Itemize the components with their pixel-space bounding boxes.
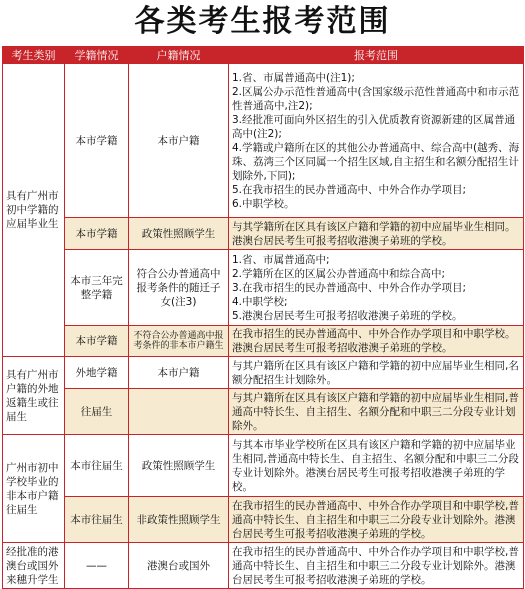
table-row bbox=[3, 357, 524, 389]
scope-cell bbox=[229, 64, 524, 218]
huji-cell: 本市户籍 bbox=[129, 357, 229, 389]
table-row bbox=[3, 435, 524, 497]
huji-cell: 政策性照顾学生 bbox=[129, 218, 229, 250]
scope-line: 3.在我市招生的民办普通高中、中外合作办学项目; bbox=[232, 281, 467, 294]
scope-line: 2.学籍所在区的区属公办普通高中和综合高中; bbox=[232, 267, 446, 280]
scope-cell: 与其本市毕业学校所在区具有该区户籍和学籍的初中应届毕业生相同,普通高中特长生、自主招生、名额分配和中职三二分段专业计划除外。港澳台居民考生可报考招收港澳子弟班的学校。 bbox=[229, 435, 524, 497]
group-label: 具有广州市初中学籍的应届毕业生 bbox=[3, 64, 65, 357]
group-label: 经批准的港澳台或国外来穗升学生 bbox=[3, 543, 65, 589]
xueji-cell: 本市学籍 bbox=[65, 326, 129, 357]
page-title: 各类考生报考范围 bbox=[134, 4, 391, 39]
table-row bbox=[3, 250, 524, 326]
huji-cell: 符合公办普通高中报考条件的随迁子女(注3) bbox=[129, 250, 229, 326]
scope-line: 3.经批准可面向外区招生的引入优质教育资源新建的区属普通高中(注2); bbox=[232, 113, 516, 140]
huji-cell: 不符合公办普通高中报考条件的非本市户籍生 bbox=[129, 326, 229, 357]
table-row bbox=[3, 389, 524, 435]
huji-cell: 政策性照顾学生 bbox=[129, 435, 229, 497]
scope-line: 5.港澳台居民考生可报考招收港澳子弟班的学校。 bbox=[232, 309, 463, 322]
huji-cell: 非政策性照顾学生 bbox=[129, 497, 229, 543]
huji-cell: 港澳台或国外 bbox=[129, 543, 229, 589]
scope-line: 4.学籍或户籍所在区的其他公办普通高中、综合高中(越秀、海珠、荔湾三个区同属一个招生区域,自主招生和名额分配招生计划除外,下同); bbox=[232, 141, 520, 182]
group-label: 具有广州市户籍的外地返籍生或往届生 bbox=[3, 357, 65, 435]
xueji-cell: 本市学籍 bbox=[65, 218, 129, 250]
scope-line: 5.在我市招生的民办普通高中、中外合作办学项目; bbox=[232, 183, 467, 196]
group-label: 广州市初中学校毕业的非本市户籍往届生 bbox=[3, 435, 65, 543]
header-category: 考生类别 bbox=[3, 47, 65, 64]
scope-cell: 在我市招生的民办普通高中、中外合作办学项目和中职学校,普通高中特长生、自主招生和中职三二分段专业计划除外。港澳台居民考生可报考招收港澳子弟班的学校。 bbox=[229, 543, 524, 589]
xueji-cell: 本市往届生 bbox=[65, 497, 129, 543]
table-header bbox=[3, 47, 524, 64]
scope-cell: 与其户籍所在区具有该区户籍和学籍的初中应届毕业生相同,名额分配招生计划除外。 bbox=[229, 357, 524, 389]
table-row bbox=[3, 543, 524, 589]
xueji-cell: 本市往届生 bbox=[65, 435, 129, 497]
scope-line: 1.省、市属普通高中(注1); bbox=[232, 71, 355, 84]
scope-cell: 在我市招生的民办普通高中、中外合作办学项目和中职学校。港澳台居民考生可报考招收港澳子弟班的学校。 bbox=[229, 326, 524, 357]
header-scope: 报考范围 bbox=[229, 47, 524, 64]
table-row bbox=[3, 218, 524, 250]
scope-cell: 与其户籍所在区具有该区户籍和学籍的初中应届毕业生相同,普通高中特长生、自主招生、名额分配和中职三二分段专业计划除外。 bbox=[229, 389, 524, 435]
scope-cell bbox=[229, 250, 524, 326]
xueji-cell: 外地学籍 bbox=[65, 357, 129, 389]
scope-line: 6.中职学校。 bbox=[232, 197, 295, 210]
table-row bbox=[3, 64, 524, 218]
header-xueji: 学籍情况 bbox=[65, 47, 129, 64]
scope-line: 1.省、市属普通高中; bbox=[232, 253, 330, 266]
scope-cell: 与其学籍所在区具有该区户籍和学籍的初中应届毕业生相同。港澳台居民考生可报考招收港澳子弟班的学校。 bbox=[229, 218, 524, 250]
huji-cell bbox=[129, 389, 229, 435]
table-row bbox=[3, 497, 524, 543]
scope-line: 2.区属公办示范性普通高中(含国家级示范性普通高中和市示范性普通高中,注2); bbox=[232, 85, 520, 112]
xueji-cell: 往届生 bbox=[65, 389, 129, 435]
scope-line: 4.中职学校; bbox=[232, 295, 288, 308]
scope-cell: 在我市招生的民办普通高中、中外合作办学项目和中职学校,普通高中特长生、自主招生和中职三二分段专业计划除外。港澳台居民考生可报考招收港澳子弟班的学校。 bbox=[229, 497, 524, 543]
header-huji: 户籍情况 bbox=[129, 47, 229, 64]
huji-cell: 本市户籍 bbox=[129, 64, 229, 218]
xueji-cell: 本市学籍 bbox=[65, 64, 129, 218]
table-row bbox=[3, 326, 524, 357]
xueji-cell: —— bbox=[65, 543, 129, 589]
xueji-cell: 本市三年完整学籍 bbox=[65, 250, 129, 326]
admission-scope-table bbox=[2, 46, 524, 589]
